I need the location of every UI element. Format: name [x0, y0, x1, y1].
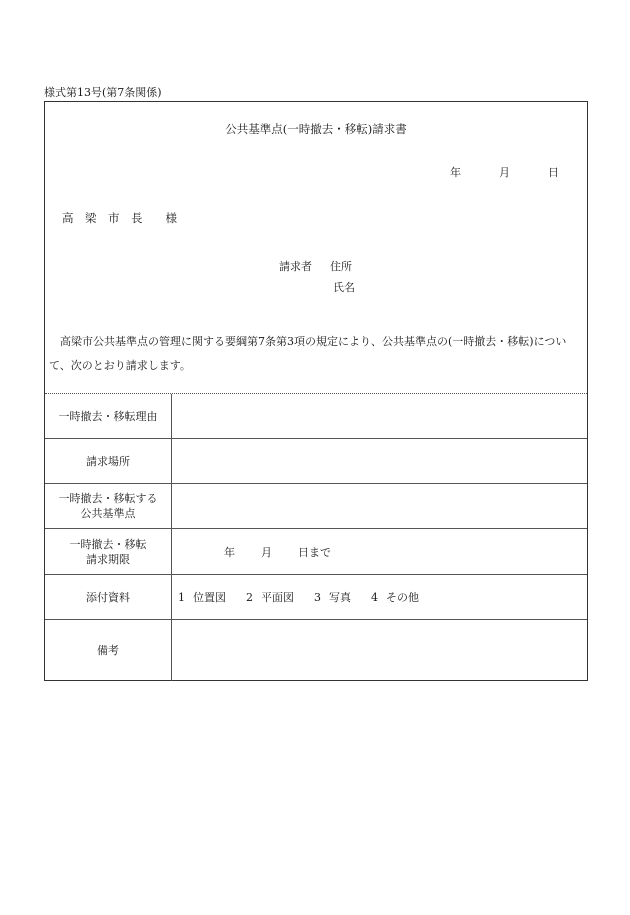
remarks-field[interactable] — [172, 620, 587, 681]
attachments-label: 添付資料 — [45, 575, 172, 619]
location-label: 請求場所 — [45, 439, 172, 483]
table-row-period — [45, 529, 587, 575]
attachment-num: 1 — [178, 590, 185, 604]
period-label-line-2: 請求期限 — [86, 552, 130, 566]
attachment-item: 位置図 — [193, 591, 226, 604]
date-line — [450, 164, 559, 180]
request-form — [44, 101, 588, 681]
period-label — [45, 529, 172, 574]
target-label-line-2: 公共基準点 — [80, 507, 136, 520]
target-label-line-1: 一時撤去・移転する — [58, 492, 158, 505]
table-row-reason — [45, 394, 587, 439]
remarks-label: 備考 — [45, 620, 172, 681]
period-year: 年 — [224, 545, 235, 559]
period-label-line-1: 一時撤去・移転 — [69, 537, 147, 551]
attachment-item: その他 — [386, 591, 419, 604]
attachment-item: 平面図 — [261, 591, 294, 604]
location-field[interactable] — [172, 439, 587, 483]
date-month: 月 — [499, 166, 510, 179]
period-field[interactable] — [172, 529, 587, 574]
attachment-item: 写真 — [329, 591, 351, 604]
date-day: 日 — [548, 166, 559, 179]
table-row-location — [45, 439, 587, 484]
period-suffix: 日まで — [298, 545, 331, 559]
reason-label: 一時撤去・移転理由 — [45, 394, 172, 438]
applicant-name-line — [333, 279, 355, 295]
reason-field[interactable] — [172, 394, 587, 438]
document-title: 公共基準点(一時撤去・移転)請求書 — [225, 122, 407, 136]
date-year: 年 — [450, 166, 461, 179]
addressee: 高 梁 市 長 様 — [62, 211, 177, 225]
form-number-label: 様式第13号(第7条関係) — [44, 86, 162, 99]
attachment-num: 2 — [246, 590, 253, 604]
table-row-target — [45, 484, 587, 529]
applicant-label: 請求者 — [279, 260, 312, 273]
table-row-remarks — [45, 620, 587, 681]
request-statement: 高梁市公共基準点の管理に関する要綱第7条第3項の規定により、公共基準点の(一時撤去・移転)について、次のとおり請求します。 — [49, 335, 567, 372]
attachment-num: 4 — [371, 590, 378, 604]
applicant-address-label: 住所 — [330, 260, 352, 273]
applicant-address-line — [279, 258, 352, 274]
attachments-list — [172, 575, 587, 619]
table-row-attachments — [45, 575, 587, 620]
request-details-table — [45, 393, 587, 681]
attachment-num: 3 — [314, 590, 321, 604]
applicant-name-label: 氏名 — [333, 281, 355, 294]
target-field[interactable] — [172, 484, 587, 528]
period-month: 月 — [261, 545, 272, 559]
target-label — [45, 484, 172, 528]
